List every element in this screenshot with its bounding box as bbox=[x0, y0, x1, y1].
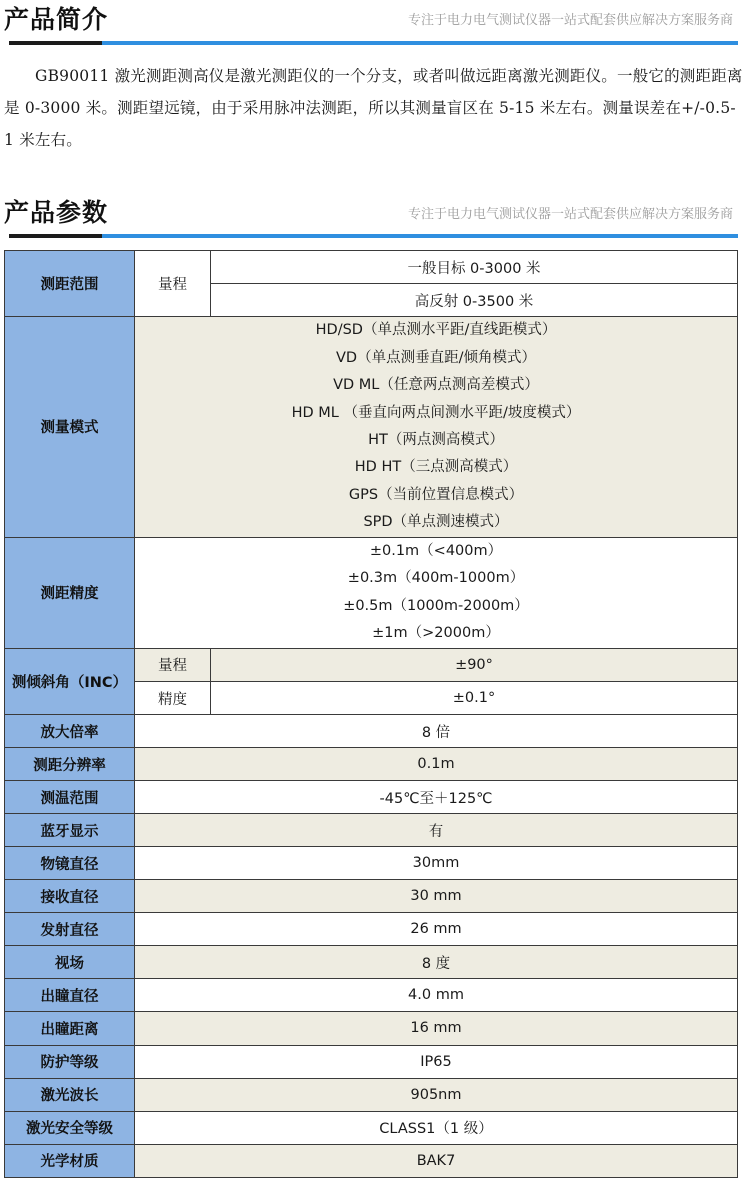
spec-label-accuracy: 测距精度 bbox=[5, 537, 135, 648]
intro-paragraph: GB90011 激光测距测高仪是激光测距仪的一个分支，或者叫做远距离激光测距仪。一般它的测距距离是 0-3000 米。测距望远镜，由于采用脉冲法测距，所以其测量盲区在 5-15 米左右。测量误差在+/-0.5-1 米左右。 bbox=[4, 67, 743, 149]
mode-item: HD HT（三点测高模式） bbox=[354, 459, 518, 476]
spec-value: 4.0 mm bbox=[135, 979, 738, 1012]
spec-label: 光学材质 bbox=[5, 1144, 135, 1177]
spec-label: 接收直径 bbox=[5, 880, 135, 913]
mode-item: HD ML （垂直向两点间测水平距/坡度模式） bbox=[291, 404, 581, 421]
accuracy-item: ±0.1m（<400m） bbox=[369, 543, 503, 560]
spec-value: 26 mm bbox=[135, 913, 738, 946]
spec-label: 测距分辨率 bbox=[5, 748, 135, 781]
spec-value: 有 bbox=[135, 814, 738, 847]
spec-label-incline: 测倾斜角（INC） bbox=[5, 648, 135, 714]
intro-section-header bbox=[0, 0, 750, 48]
mode-item: GPS（当前位置信息模式） bbox=[348, 486, 524, 503]
spec-value: 0.1m bbox=[135, 748, 738, 781]
spec-value: -45℃至＋125℃ bbox=[135, 781, 738, 814]
spec-label-range: 测距范围 bbox=[5, 251, 135, 317]
spec-label: 物镜直径 bbox=[5, 847, 135, 880]
mode-item: SPD（单点测速模式） bbox=[363, 514, 509, 531]
spec-value: BAK7 bbox=[135, 1144, 738, 1177]
intro-section-title: 产品简介 bbox=[4, 5, 109, 34]
spec-label: 放大倍率 bbox=[5, 715, 135, 748]
spec-table bbox=[4, 250, 738, 1178]
spec-value: 8 倍 bbox=[135, 715, 738, 748]
spec-value-range-normal: 一般目标 0-3000 米 bbox=[211, 251, 738, 284]
spec-value: 16 mm bbox=[135, 1012, 738, 1045]
accuracy-item: ±0.3m（400m-1000m） bbox=[347, 570, 525, 587]
spec-label: 蓝牙显示 bbox=[5, 814, 135, 847]
spec-label: 出瞳直径 bbox=[5, 979, 135, 1012]
section-rule-blue bbox=[102, 41, 738, 45]
section-rule-dark bbox=[9, 234, 102, 238]
spec-label: 防护等级 bbox=[5, 1045, 135, 1078]
spec-value: IP65 bbox=[135, 1045, 738, 1078]
spec-label: 激光安全等级 bbox=[5, 1111, 135, 1144]
spec-label: 测温范围 bbox=[5, 781, 135, 814]
mode-item: HD/SD（单点测水平距/直线距模式） bbox=[315, 322, 557, 339]
spec-value-incline-precision: ±0.1° bbox=[211, 682, 738, 715]
mode-item: VD（单点测垂直距/倾角模式） bbox=[336, 349, 536, 366]
params-section-header bbox=[0, 190, 750, 240]
section-rule-blue bbox=[102, 234, 738, 238]
spec-value-modes bbox=[135, 317, 738, 538]
accuracy-item: ±1m（>2000m） bbox=[372, 625, 500, 642]
intro-section-subtitle: 专注于电力电气测试仪器一站式配套供应解决方案服务商 bbox=[407, 13, 733, 28]
spec-label: 出瞳距离 bbox=[5, 1012, 135, 1045]
spec-value: 30 mm bbox=[135, 880, 738, 913]
spec-value-range-reflective: 高反射 0-3500 米 bbox=[211, 284, 738, 317]
spec-sublabel-range: 量程 bbox=[135, 251, 211, 317]
spec-label: 视场 bbox=[5, 946, 135, 979]
params-section-title: 产品参数 bbox=[4, 198, 109, 227]
spec-value-accuracy bbox=[135, 537, 738, 648]
spec-sublabel-incline-range: 量程 bbox=[135, 648, 211, 681]
spec-value: 8 度 bbox=[135, 946, 738, 979]
spec-value: CLASS1（1 级） bbox=[135, 1111, 738, 1144]
spec-label-modes: 测量模式 bbox=[5, 317, 135, 538]
mode-item: HT（两点测高模式） bbox=[368, 431, 504, 448]
spec-value: 905nm bbox=[135, 1078, 738, 1111]
accuracy-item: ±0.5m（1000m-2000m） bbox=[343, 597, 529, 614]
spec-sublabel-incline-precision: 精度 bbox=[135, 682, 211, 715]
spec-value-incline-range: ±90° bbox=[211, 648, 738, 681]
mode-item: VD ML（任意两点测高差模式） bbox=[333, 377, 539, 394]
section-rule-dark bbox=[9, 41, 102, 45]
spec-value: 30mm bbox=[135, 847, 738, 880]
spec-label: 激光波长 bbox=[5, 1078, 135, 1111]
params-section-subtitle: 专注于电力电气测试仪器一站式配套供应解决方案服务商 bbox=[407, 207, 733, 222]
spec-label: 发射直径 bbox=[5, 913, 135, 946]
